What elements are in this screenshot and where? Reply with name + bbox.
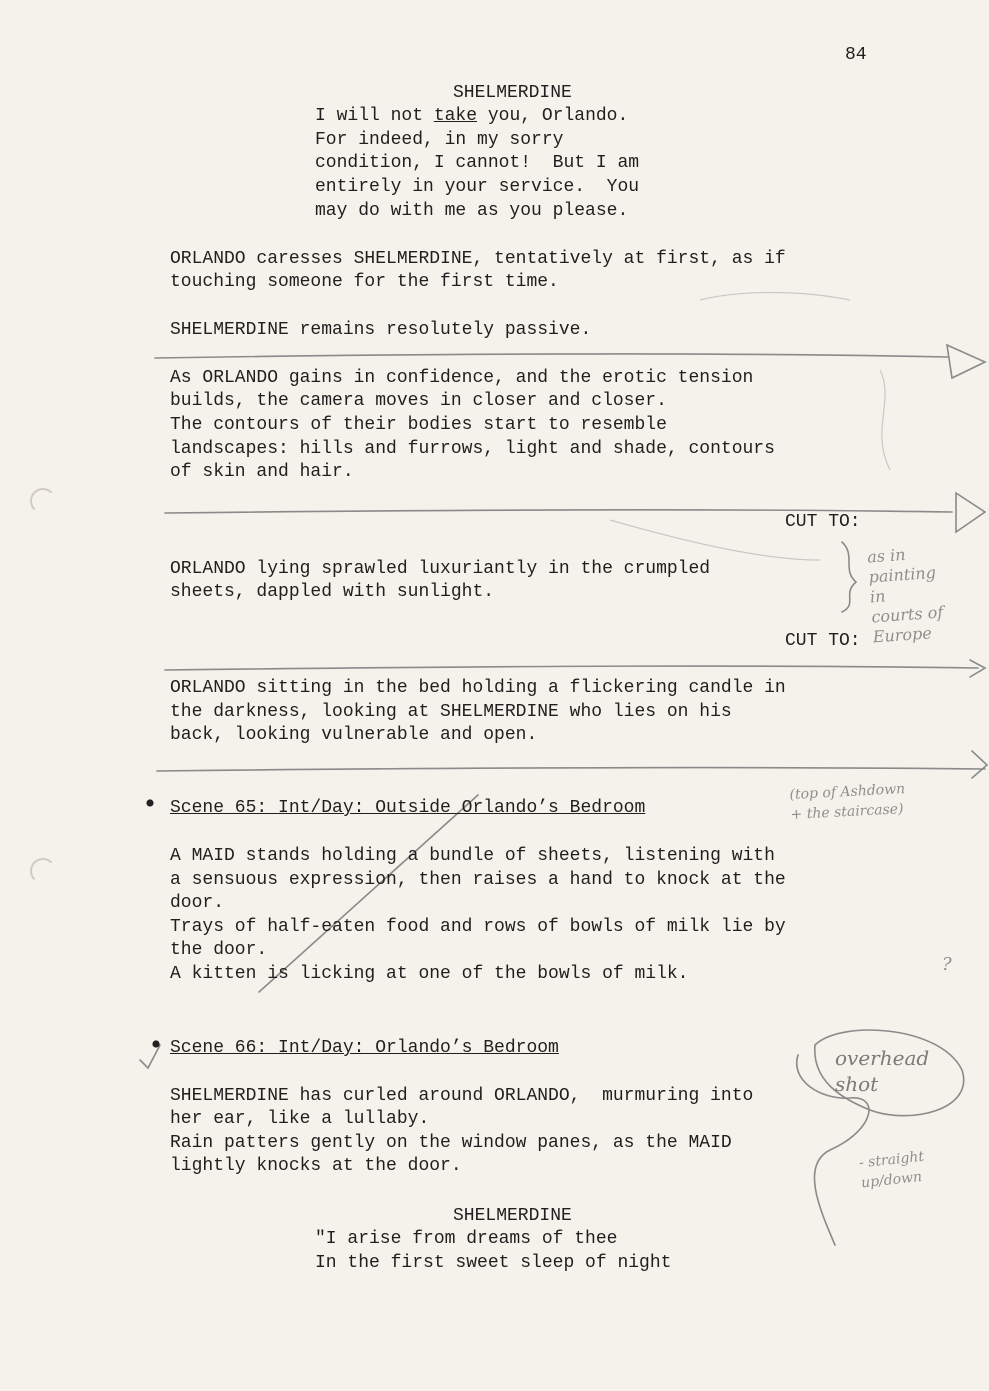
action-line: the darkness, looking at SHELMERDINE who lies on his	[170, 702, 732, 722]
pencil-triangle-4	[972, 751, 987, 778]
pencil-triangle-1	[947, 345, 985, 378]
bullet-dot-scene-66	[152, 1040, 159, 1047]
dialogue-line: condition, I cannot! But I am	[315, 153, 640, 173]
action-line: A MAID stands holding a bundle of sheets, listening with	[170, 846, 775, 866]
pencil-rule-4	[157, 768, 985, 771]
action-line: Rain patters gently on the window panes, as the MAID	[170, 1133, 732, 1153]
action-line: landscapes: hills and furrows, light and shade, contours	[170, 439, 775, 459]
action-line: As ORLANDO gains in confidence, and the erotic tension	[170, 368, 754, 388]
scene-heading: Scene 66: Int/Day: Orlando’s Bedroom	[170, 1038, 559, 1058]
action-line: sheets, dappled with sunlight.	[170, 582, 495, 602]
action-line: back, looking vulnerable and open.	[170, 725, 538, 745]
action-line: ORLANDO sitting in the bed holding a flickering candle in	[170, 678, 786, 698]
action-line: ORLANDO lying sprawled luxuriantly in the crumpled	[170, 559, 711, 579]
dialogue-line: may do with me as you please.	[315, 201, 629, 221]
action-line: ORLANDO caresses SHELMERDINE, tentatively at first, as if	[170, 249, 786, 269]
dialogue-line: In the first sweet sleep of night	[315, 1253, 672, 1273]
dialogue-line: For indeed, in my sorry	[315, 130, 564, 150]
margin-note-question-mark: ?	[942, 954, 952, 975]
transition: CUT TO:	[785, 631, 861, 651]
action-line: her ear, like a lullaby.	[170, 1109, 430, 1129]
action-line: a sensuous expression, then raises a hand to knock at the	[170, 870, 786, 890]
character-name: SHELMERDINE	[453, 1206, 572, 1226]
pencil-rule-1	[155, 354, 948, 358]
pencil-brace	[842, 542, 856, 612]
punch-hole-upper	[30, 488, 56, 514]
action-line: lightly knocks at the door.	[170, 1156, 462, 1176]
scene-heading: Scene 65: Int/Day: Outside Orlando’s Bedroom	[170, 798, 646, 818]
bullet-dot-scene-65	[146, 799, 153, 806]
action-line: SHELMERDINE has curled around ORLANDO, murmuring into	[170, 1086, 754, 1106]
action-line: touching someone for the first time.	[170, 272, 559, 292]
faint-erased-mark-1	[880, 370, 890, 470]
margin-note-overhead-shot: overhead shot	[835, 1046, 930, 1096]
action-line: builds, the camera moves in closer and closer.	[170, 391, 667, 411]
margin-note-painting: as in painting in courts of Europe	[866, 544, 944, 647]
dialogue-line: entirely in your service. You	[315, 177, 640, 197]
pencil-check-mark	[140, 1045, 160, 1068]
margin-note-top-of-stairs: (top of Ashdown + the staircase)	[789, 780, 906, 824]
transition: CUT TO:	[785, 512, 861, 532]
action-line: A kitten is licking at one of the bowls of milk.	[170, 964, 689, 984]
page-number: 84	[845, 45, 867, 65]
margin-note-straight-up-down: - straight up/down	[858, 1148, 925, 1192]
action-line: SHELMERDINE remains resolutely passive.	[170, 320, 592, 340]
pencil-rule-3	[165, 666, 978, 670]
action-line: of skin and hair.	[170, 462, 354, 482]
dialogue-line: "I arise from dreams of thee	[315, 1229, 618, 1249]
action-line: door.	[170, 893, 225, 913]
character-name: SHELMERDINE	[453, 83, 572, 103]
punch-hole-lower	[30, 858, 56, 884]
underlined-word: take	[433, 106, 478, 126]
pencil-triangle-2	[956, 493, 985, 532]
faint-erased-mark-2	[700, 293, 850, 301]
action-line: Trays of half-eaten food and rows of bowls of milk lie by	[170, 917, 786, 937]
dialogue-line: I will not take you, Orlando.	[315, 106, 629, 126]
action-line: The contours of their bodies start to resemble	[170, 415, 667, 435]
action-line: the door.	[170, 940, 268, 960]
